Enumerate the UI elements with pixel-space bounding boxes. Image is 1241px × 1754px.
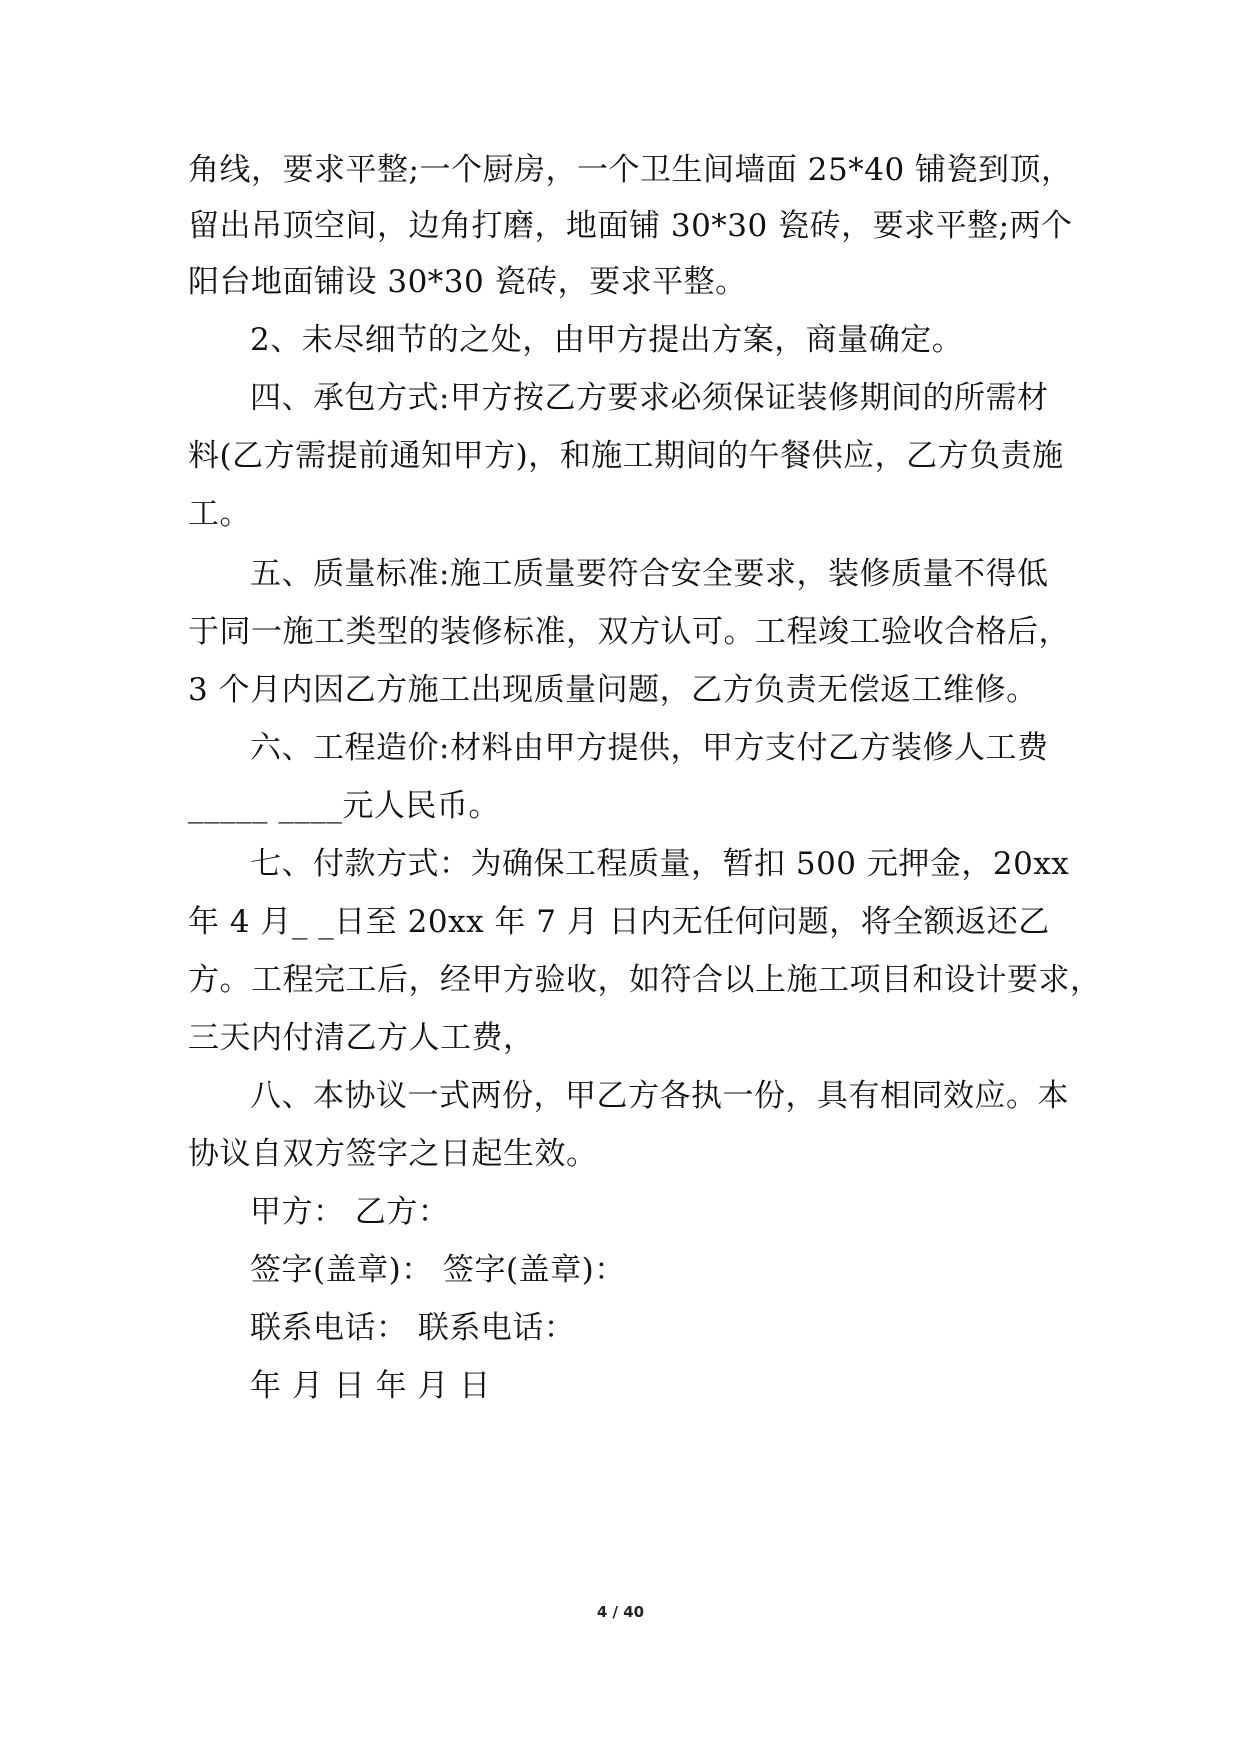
paragraph-line: 角线，要求平整;一个厨房，一个卫生间墙面 25*40 铺瓷到顶， [188, 152, 1073, 188]
contact-phone-line: 联系电话： 联系电话： [250, 1310, 576, 1346]
paragraph-line: 3 个月内因乙方施工出现质量问题，乙方负责无偿返工维修。 [188, 672, 1038, 708]
paragraph-line: 四、承包方式:甲方按乙方要求必须保证装修期间的所需材 [250, 380, 1049, 416]
paragraph-line: 三天内付清乙方人工费， [188, 1020, 535, 1056]
signature-seal-line: 签字(盖章)： 签字(盖章)： [250, 1252, 626, 1288]
page-number: 4 / 40 [596, 1603, 645, 1621]
paragraph-line: 七、付款方式：为确保工程质量，暂扣 500 元押金，20xx [250, 846, 1070, 882]
date-line: 年 月 日 年 月 日 [250, 1368, 491, 1404]
paragraph-line: 留出吊顶空间，边角打磨，地面铺 30*30 瓷砖，要求平整;两个 [188, 208, 1073, 244]
paragraph-line: 于同一施工类型的装修标准，双方认可。工程竣工验收合格后， [188, 614, 1070, 650]
paragraph-line: 协议自双方签字之日起生效。 [188, 1136, 598, 1172]
paragraph-line: 五、质量标准:施工质量要符合安全要求，装修质量不得低 [250, 556, 1049, 592]
paragraph-line: 年 4 月_ _日至 20xx 年 7 月 日内无任何问题，将全额返还乙 [188, 904, 1050, 940]
paragraph-line: 阳台地面铺设 30*30 瓷砖，要求平整。 [188, 264, 747, 300]
paragraph-line: 方。工程完工后，经甲方验收，如符合以上施工项目和设计要求， [188, 962, 1102, 998]
signature-party-line: 甲方： 乙方： [250, 1194, 450, 1230]
paragraph-line: 工。 [188, 496, 251, 532]
paragraph-line: _____ ____元人民币。 [188, 788, 500, 824]
paragraph-line: 2、未尽细节的之处，由甲方提出方案，商量确定。 [250, 322, 964, 358]
paragraph-line: 八、本协议一式两份，甲乙方各执一份，具有相同效应。本 [250, 1078, 1069, 1114]
paragraph-line: 料(乙方需提前通知甲方)，和施工期间的午餐供应，乙方负责施 [188, 438, 1064, 474]
paragraph-line: 六、工程造价:材料由甲方提供，甲方支付乙方装修人工费 [250, 730, 1049, 766]
